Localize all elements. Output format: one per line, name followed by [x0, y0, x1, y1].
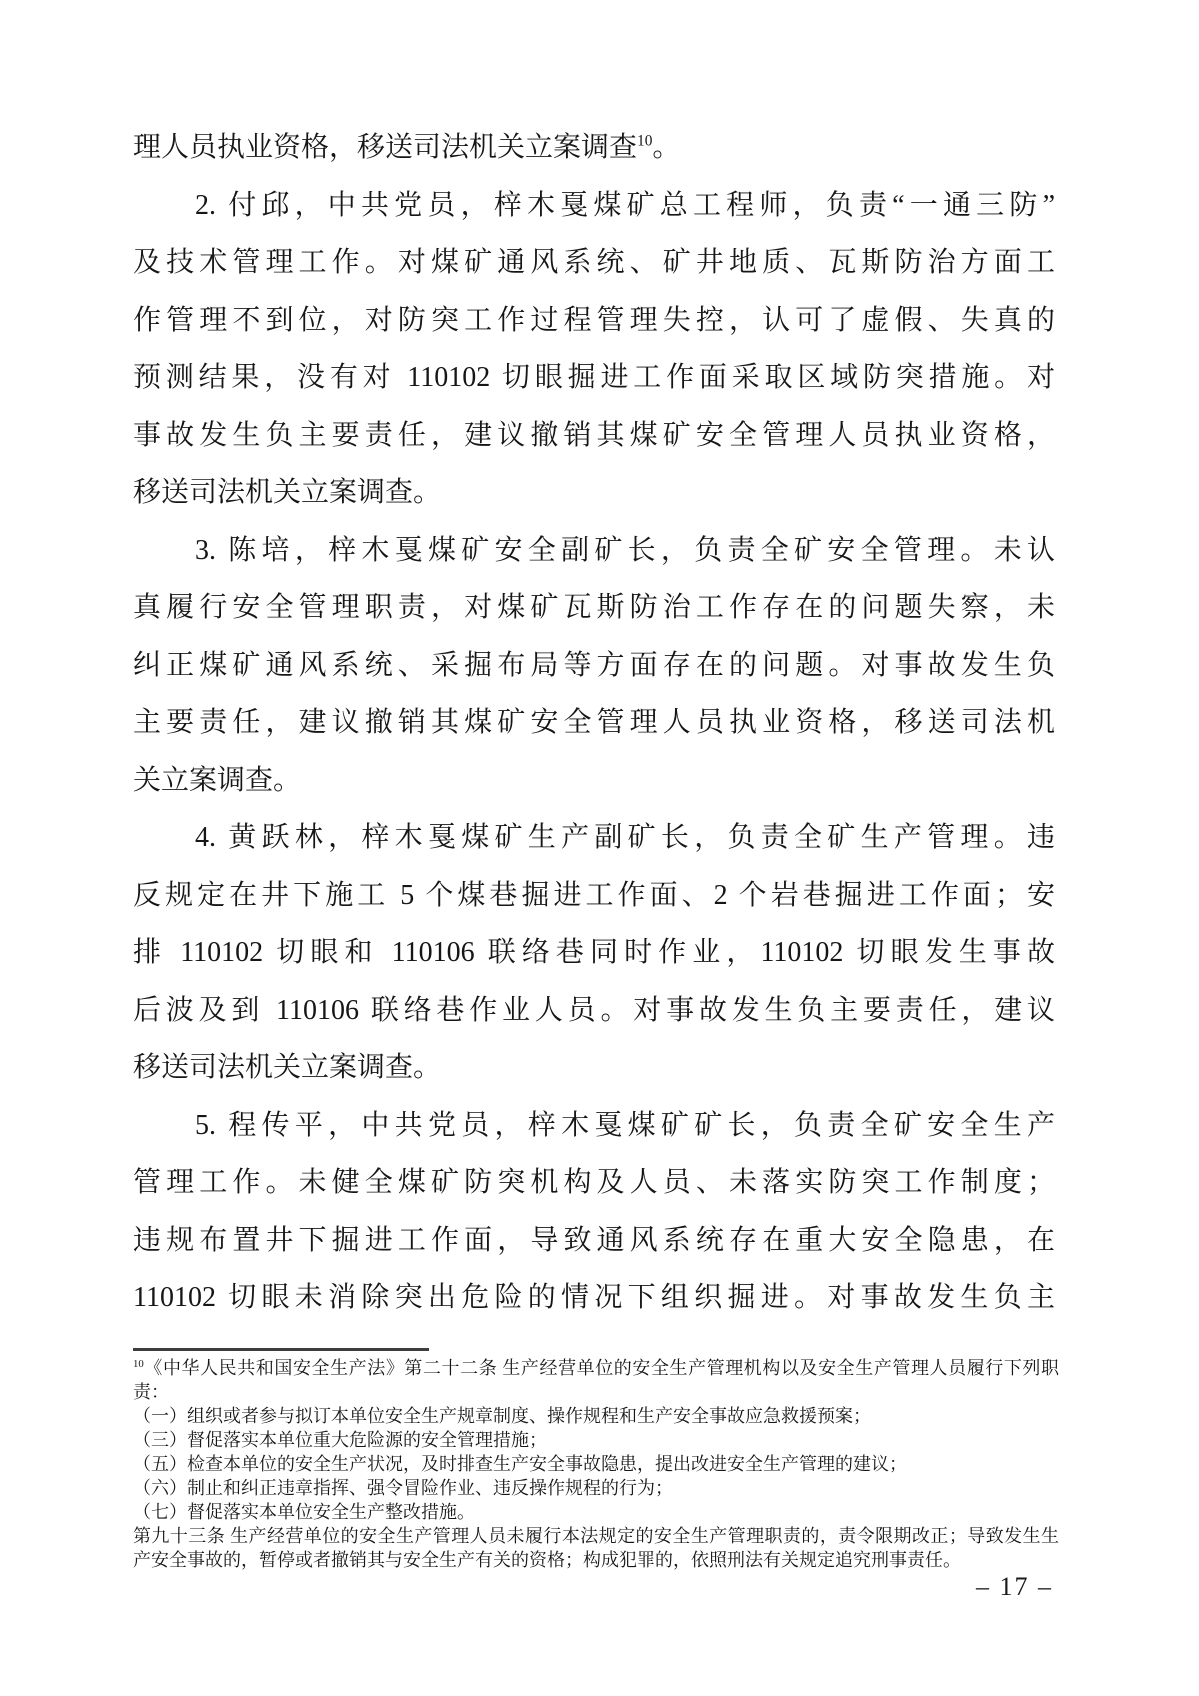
- footnote-line: 责：: [133, 1382, 169, 1402]
- footnote-line: （一）组织或者参与拟订本单位安全生产规章制度、操作规程和生产安全事故应急救援预案；: [133, 1406, 871, 1426]
- footnote-line: （七）督促落实本单位安全生产整改措施。: [133, 1502, 475, 1522]
- body-line: 预测结果，没有对 110102 切眼掘进工作面采取区域防突措施。对: [133, 362, 1055, 393]
- body-line: 2. 付邱，中共党员，梓木戛煤矿总工程师，负责“一通三防”: [195, 189, 1055, 221]
- body-line: 真履行安全管理职责，对煤矿瓦斯防治工作存在的问题失察，未: [133, 592, 1055, 623]
- footnote-line: （三）督促落实本单位重大危险源的安全管理措施；: [133, 1430, 547, 1450]
- body-line: 5. 程传平，中共党员，梓木戛煤矿矿长，负责全矿安全生产: [195, 1109, 1055, 1141]
- body-line: 110102 切眼未消除突出危险的情况下组织掘进。对事故发生负主: [133, 1282, 1055, 1313]
- body-line-text: 理人员执业资格，移送司法机关立案调查: [133, 132, 638, 163]
- footnote-divider: [133, 1348, 429, 1351]
- body-line-text: 。: [652, 132, 681, 163]
- body-line: 后波及到 110106 联络巷作业人员。对事故发生负主要责任，建议: [133, 994, 1055, 1026]
- footnote-line: [133, 1356, 1059, 1380]
- body-line: 纠正煤矿通风系统、采掘布局等方面存在的问题。对事故发生负: [133, 649, 1055, 681]
- body-line: 移送司法机关立案调查。: [133, 1052, 442, 1083]
- body-line: 作管理不到位，对防突工作过程管理失控，认可了虚假、失真的: [133, 304, 1055, 336]
- page-number: – 17 –: [976, 1572, 1053, 1601]
- body-line: 移送司法机关立案调查。: [133, 477, 442, 508]
- footnote-line-text: 《中华人民共和国安全生产法》第二十二条 生产经营单位的安全生产管理机构以及安全生产管理人员履行下列职: [143, 1358, 1059, 1378]
- footnote-marker-10: 10: [133, 1358, 144, 1370]
- footnote-line: 第九十三条 生产经营单位的安全生产管理人员未履行本法规定的安全生产管理职责的，责令限期改正；导致发生生: [133, 1526, 1059, 1546]
- body-line: 排 110102 切眼和 110106 联络巷同时作业，110102 切眼发生事故: [133, 937, 1055, 968]
- footnote: [133, 1356, 1059, 1572]
- body-line: 违规布置井下掘进工作面，导致通风系统存在重大安全隐患，在: [133, 1224, 1055, 1256]
- body-line: 及技术管理工作。对煤矿通风系统、矿井地质、瓦斯防治方面工: [133, 247, 1055, 278]
- body-text: [133, 119, 1055, 1327]
- body-line: 反规定在井下施工 5 个煤巷掘进工作面、2 个岩巷掘进工作面；安: [133, 879, 1055, 911]
- body-line: 事故发生负主要责任，建议撤销其煤矿安全管理人员执业资格，: [133, 419, 1055, 451]
- footnote-line: （五）检查本单位的安全生产状况，及时排查生产安全事故隐患，提出改进安全生产管理的建议；: [133, 1454, 907, 1474]
- body-line: 关立案调查。: [133, 764, 302, 796]
- body-line: 管理工作。未健全煤矿防突机构及人员、未落实防突工作制度；: [133, 1167, 1055, 1198]
- footnote-line: 产安全事故的，暂停或者撤销其与安全生产有关的资格；构成犯罪的，依照刑法有关规定追究刑事责任。: [133, 1550, 961, 1570]
- body-line: 3. 陈培，梓木戛煤矿安全副矿长，负责全矿安全管理。未认: [195, 534, 1055, 566]
- body-line: 主要责任，建议撤销其煤矿安全管理人员执业资格，移送司法机: [133, 707, 1055, 738]
- body-line: 4. 黄跃林，梓木戛煤矿生产副矿长，负责全矿生产管理。违: [195, 822, 1055, 853]
- footnote-line: （六）制止和纠正违章指挥、强令冒险作业、违反操作规程的行为；: [133, 1478, 673, 1498]
- footnote-reference-10: 10: [637, 132, 653, 150]
- body-line-paragraph1-end: [133, 119, 1055, 177]
